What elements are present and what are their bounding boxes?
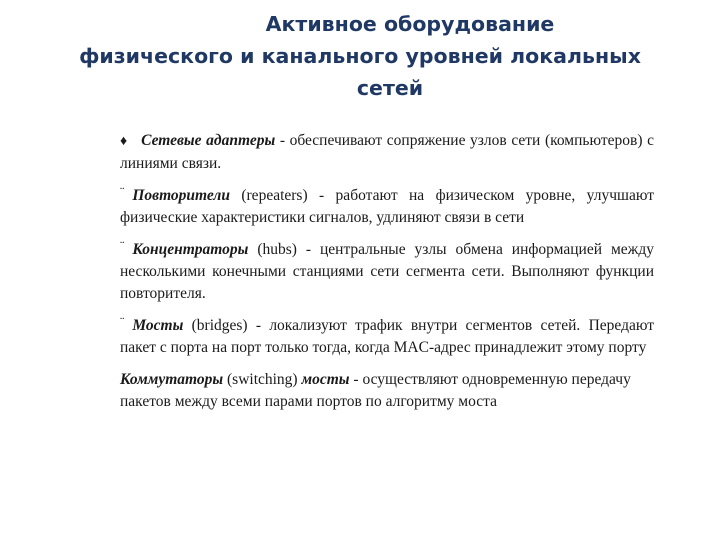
dots-bullet-icon: ¨ [120, 184, 125, 199]
item-text: (bridges) - локализуют трафик внутри сегментов сетей. Передают пакет с порта на порт только тогда, когда MAC-адрес принадлежит этому порту [120, 317, 654, 356]
dots-bullet-icon: ¨ [120, 314, 125, 329]
item-text: (switching) [223, 371, 302, 388]
title-line-3: сетей [356, 76, 424, 100]
term-switches: Коммутаторы [120, 371, 224, 388]
item-bridges [120, 315, 654, 359]
dots-bullet-icon: ¨ [120, 238, 125, 253]
term-bridges: Мосты [132, 317, 184, 334]
slide-title [0, 8, 720, 104]
item-text-2: - осуществляют одновременную передачу пакетов между всеми парами портов по алгоритму моста [120, 371, 631, 410]
term-bridges-2: мосты [301, 371, 350, 388]
diamond-bullet-icon: ♦ [120, 134, 128, 149]
item-text: - обеспечивают сопряжение узлов сети (компьютеров) с линиями связи. [120, 132, 654, 172]
title-line-2: физического и канального уровней локальных [79, 44, 641, 68]
term-network-adapters: Сетевые адаптеры [141, 132, 276, 149]
slide-body [120, 130, 654, 423]
item-text: (hubs) - центральные узлы обмена информацией между несколькими конечными станциями сети сегмента сети. Выполняют функции повторителя. [120, 241, 654, 302]
item-switches [120, 369, 654, 413]
item-network-adapters [120, 130, 654, 175]
item-repeaters [120, 185, 654, 229]
item-text: (repeaters) - работают на физическом уровне, улучшают физические характеристики сигналов, удлиняют связи в сети [120, 187, 654, 226]
title-line-1: Активное оборудование [265, 12, 555, 36]
term-hubs: Концентраторы [132, 241, 249, 258]
term-repeaters: Повторители [132, 187, 230, 204]
item-hubs [120, 239, 654, 305]
